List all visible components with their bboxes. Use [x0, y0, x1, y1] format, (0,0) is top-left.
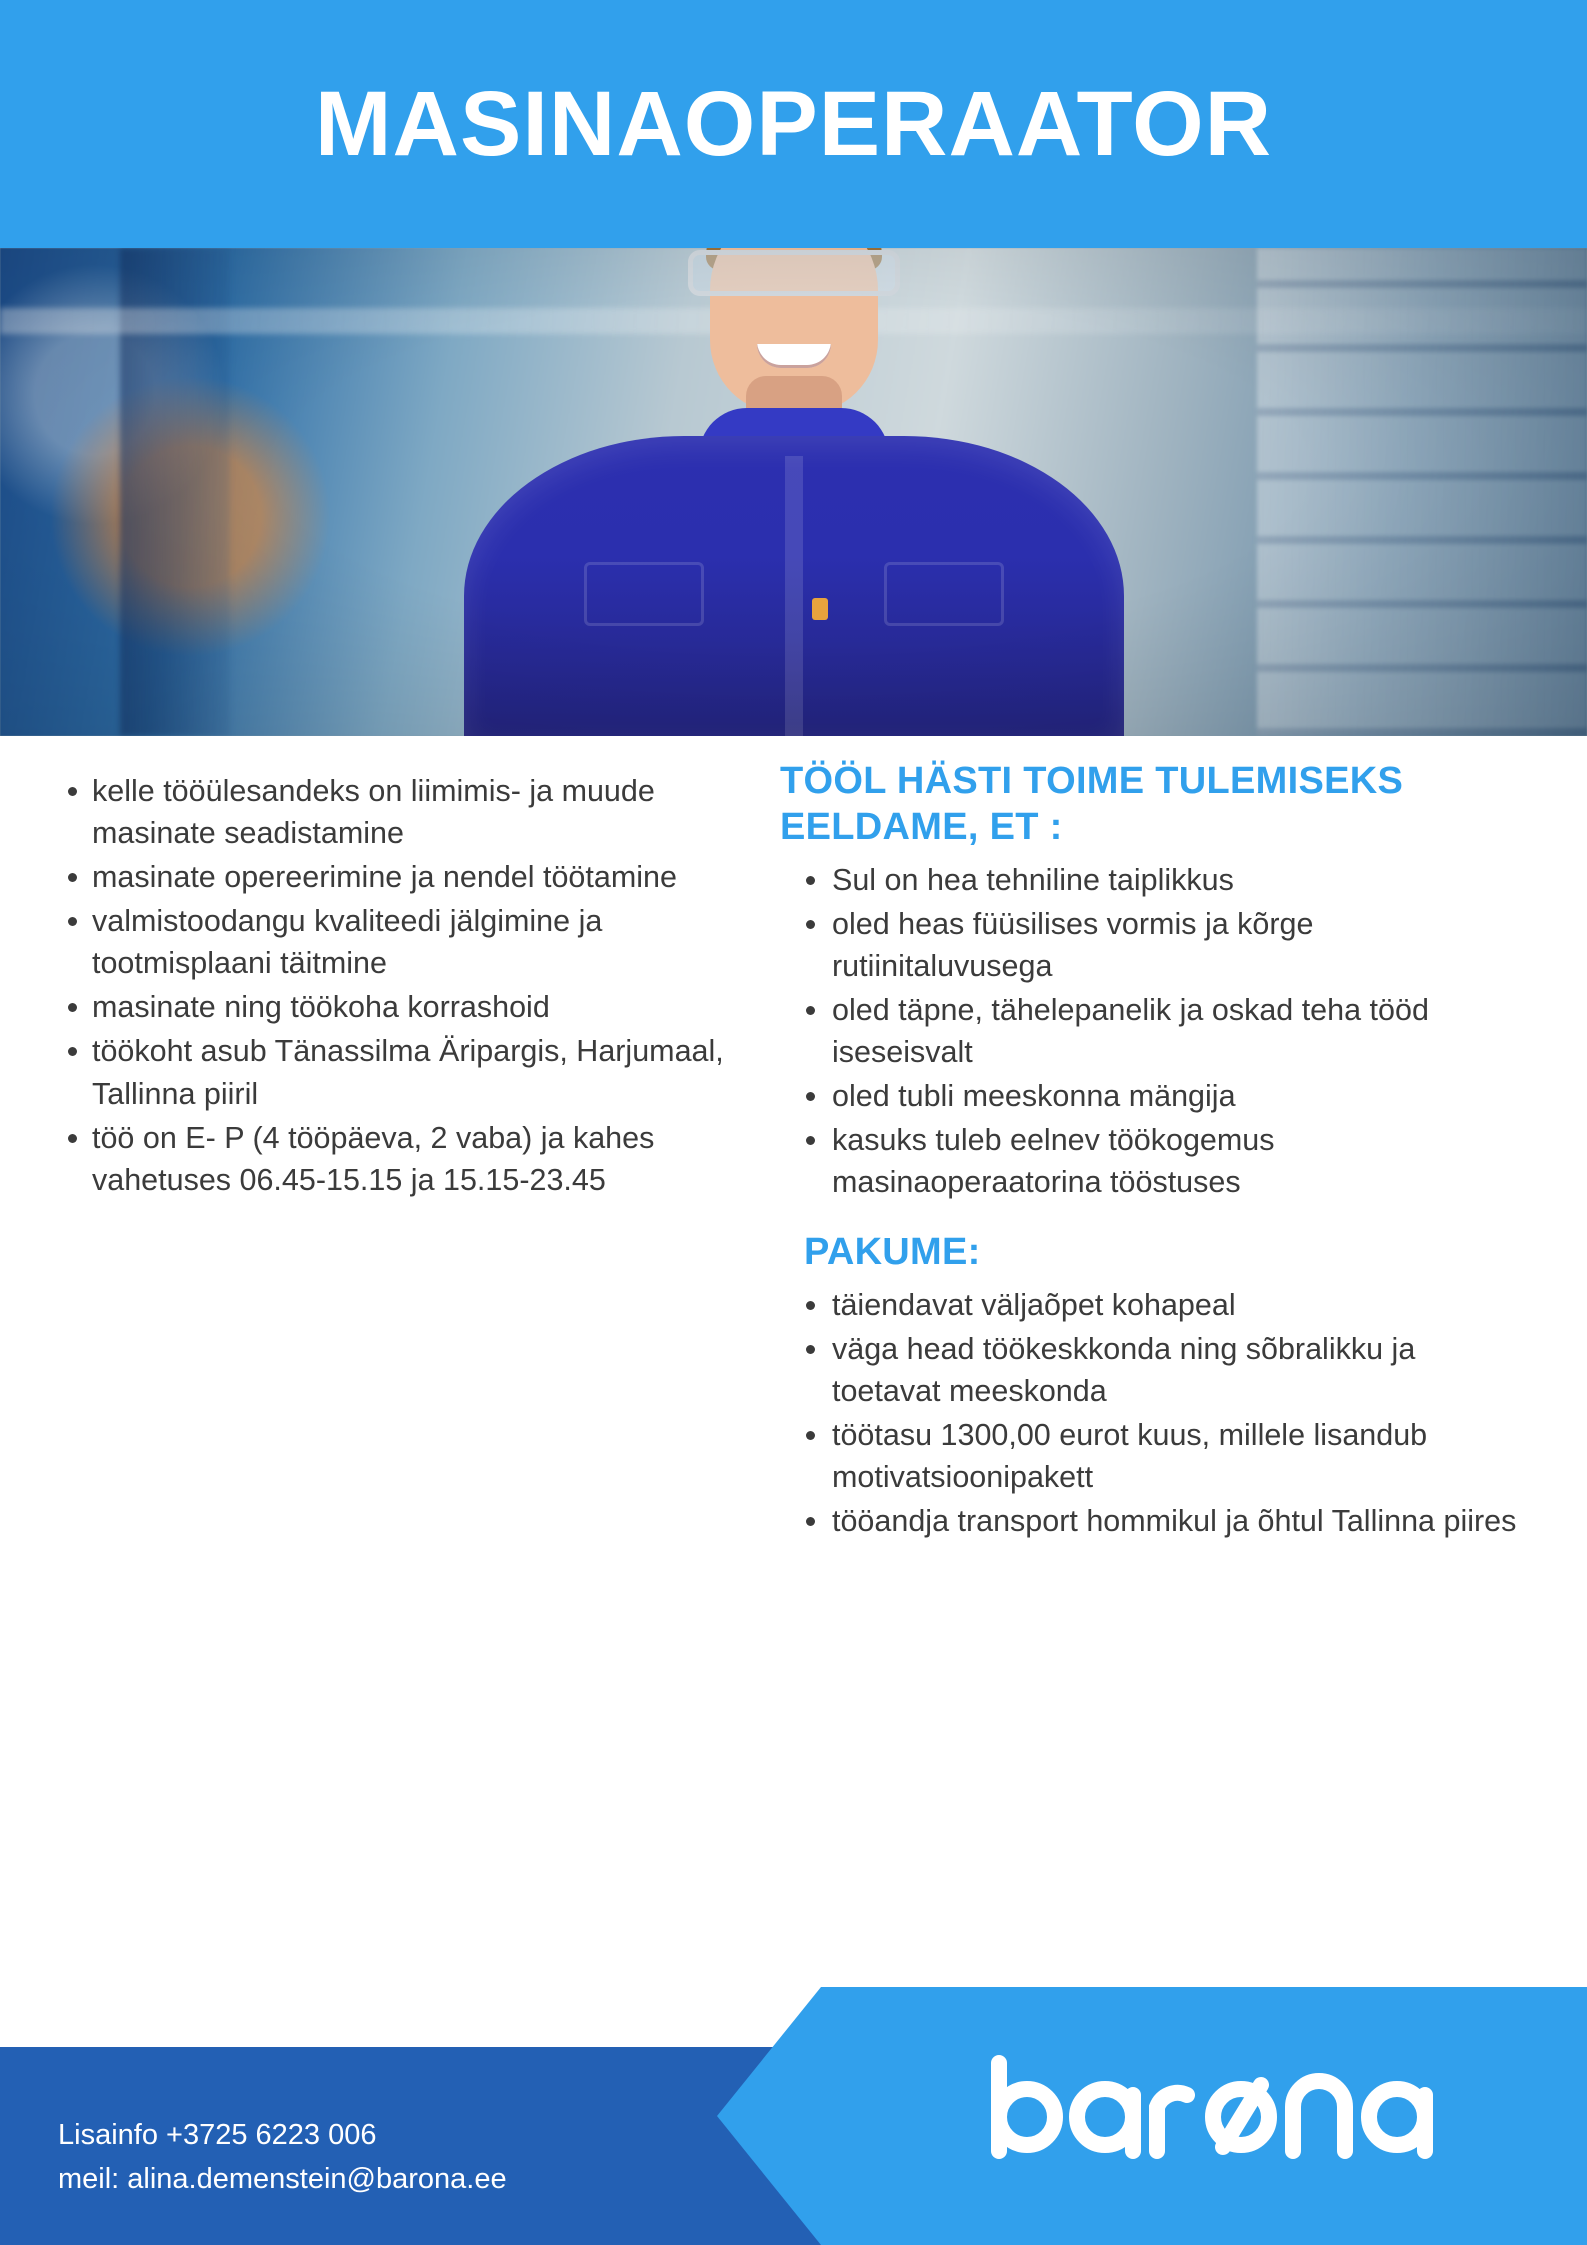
poster-body [0, 736, 1587, 1926]
requirements-heading: TÖÖL HÄSTI TOIME TULEMISEKS EELDAME, ET : [780, 760, 1404, 849]
poster-footer [0, 1987, 1587, 2245]
list-item: oled tubli meeskonna mängija [780, 1075, 1527, 1117]
contact-email: meil: alina.demenstein@barona.ee [58, 2163, 507, 2196]
list-item: tööandja transport hommikul ja õhtul Tallinna piires [780, 1500, 1527, 1542]
list-item: täiendavat väljaõpet kohapeal [780, 1284, 1527, 1326]
requirements-list [780, 859, 1527, 1204]
list-item: töö on E- P (4 tööpäeva, 2 vaba) ja kahes vahetuses 06.45-15.15 ja 15.15-23.45 [56, 1117, 726, 1201]
list-item: oled täpne, tähelepanelik ja oskad teha tööd iseseisvalt [780, 989, 1527, 1073]
list-item: töötasu 1300,00 eurot kuus, millele lisandub motivatsioonipakett [780, 1414, 1527, 1498]
tasks-list [56, 770, 726, 1201]
requirements-and-offer-column [760, 736, 1587, 1926]
list-item: Sul on hea tehniline taiplikkus [780, 859, 1527, 901]
list-item: kelle tööülesandeks on liimimis- ja muude masinate seadistamine [56, 770, 726, 854]
photo-vignette [0, 248, 1587, 736]
list-item: oled heas füüsilises vormis ja kõrge rutiinitaluvusega [780, 903, 1527, 987]
offer-list [780, 1284, 1527, 1542]
list-item: masinate opereerimine ja nendel töötamine [56, 856, 726, 898]
list-item: kasuks tuleb eelnev töökogemus masinaoperaatorina tööstuses [780, 1119, 1527, 1203]
contact-info [58, 2113, 507, 2201]
list-item: töökoht asub Tänassilma Äripargis, Harjumaal, Tallinna piiril [56, 1030, 726, 1114]
poster-header [0, 0, 1587, 248]
list-item: väga head töökeskkonda ning sõbralikku ja toetavat meeskonda [780, 1328, 1527, 1412]
offer-heading: PAKUME: [804, 1231, 981, 1274]
barona-logo [977, 2055, 1477, 2175]
page-title: MASINAOPERAATOR [314, 73, 1273, 175]
contact-phone: Lisainfo +3725 6223 006 [58, 2119, 377, 2151]
list-item: masinate ning töökoha korrashoid [56, 986, 726, 1028]
hero-photo [0, 248, 1587, 736]
tasks-column [0, 736, 760, 1926]
list-item: valmistoodangu kvaliteedi jälgimine ja tootmisplaani täitmine [56, 900, 726, 984]
